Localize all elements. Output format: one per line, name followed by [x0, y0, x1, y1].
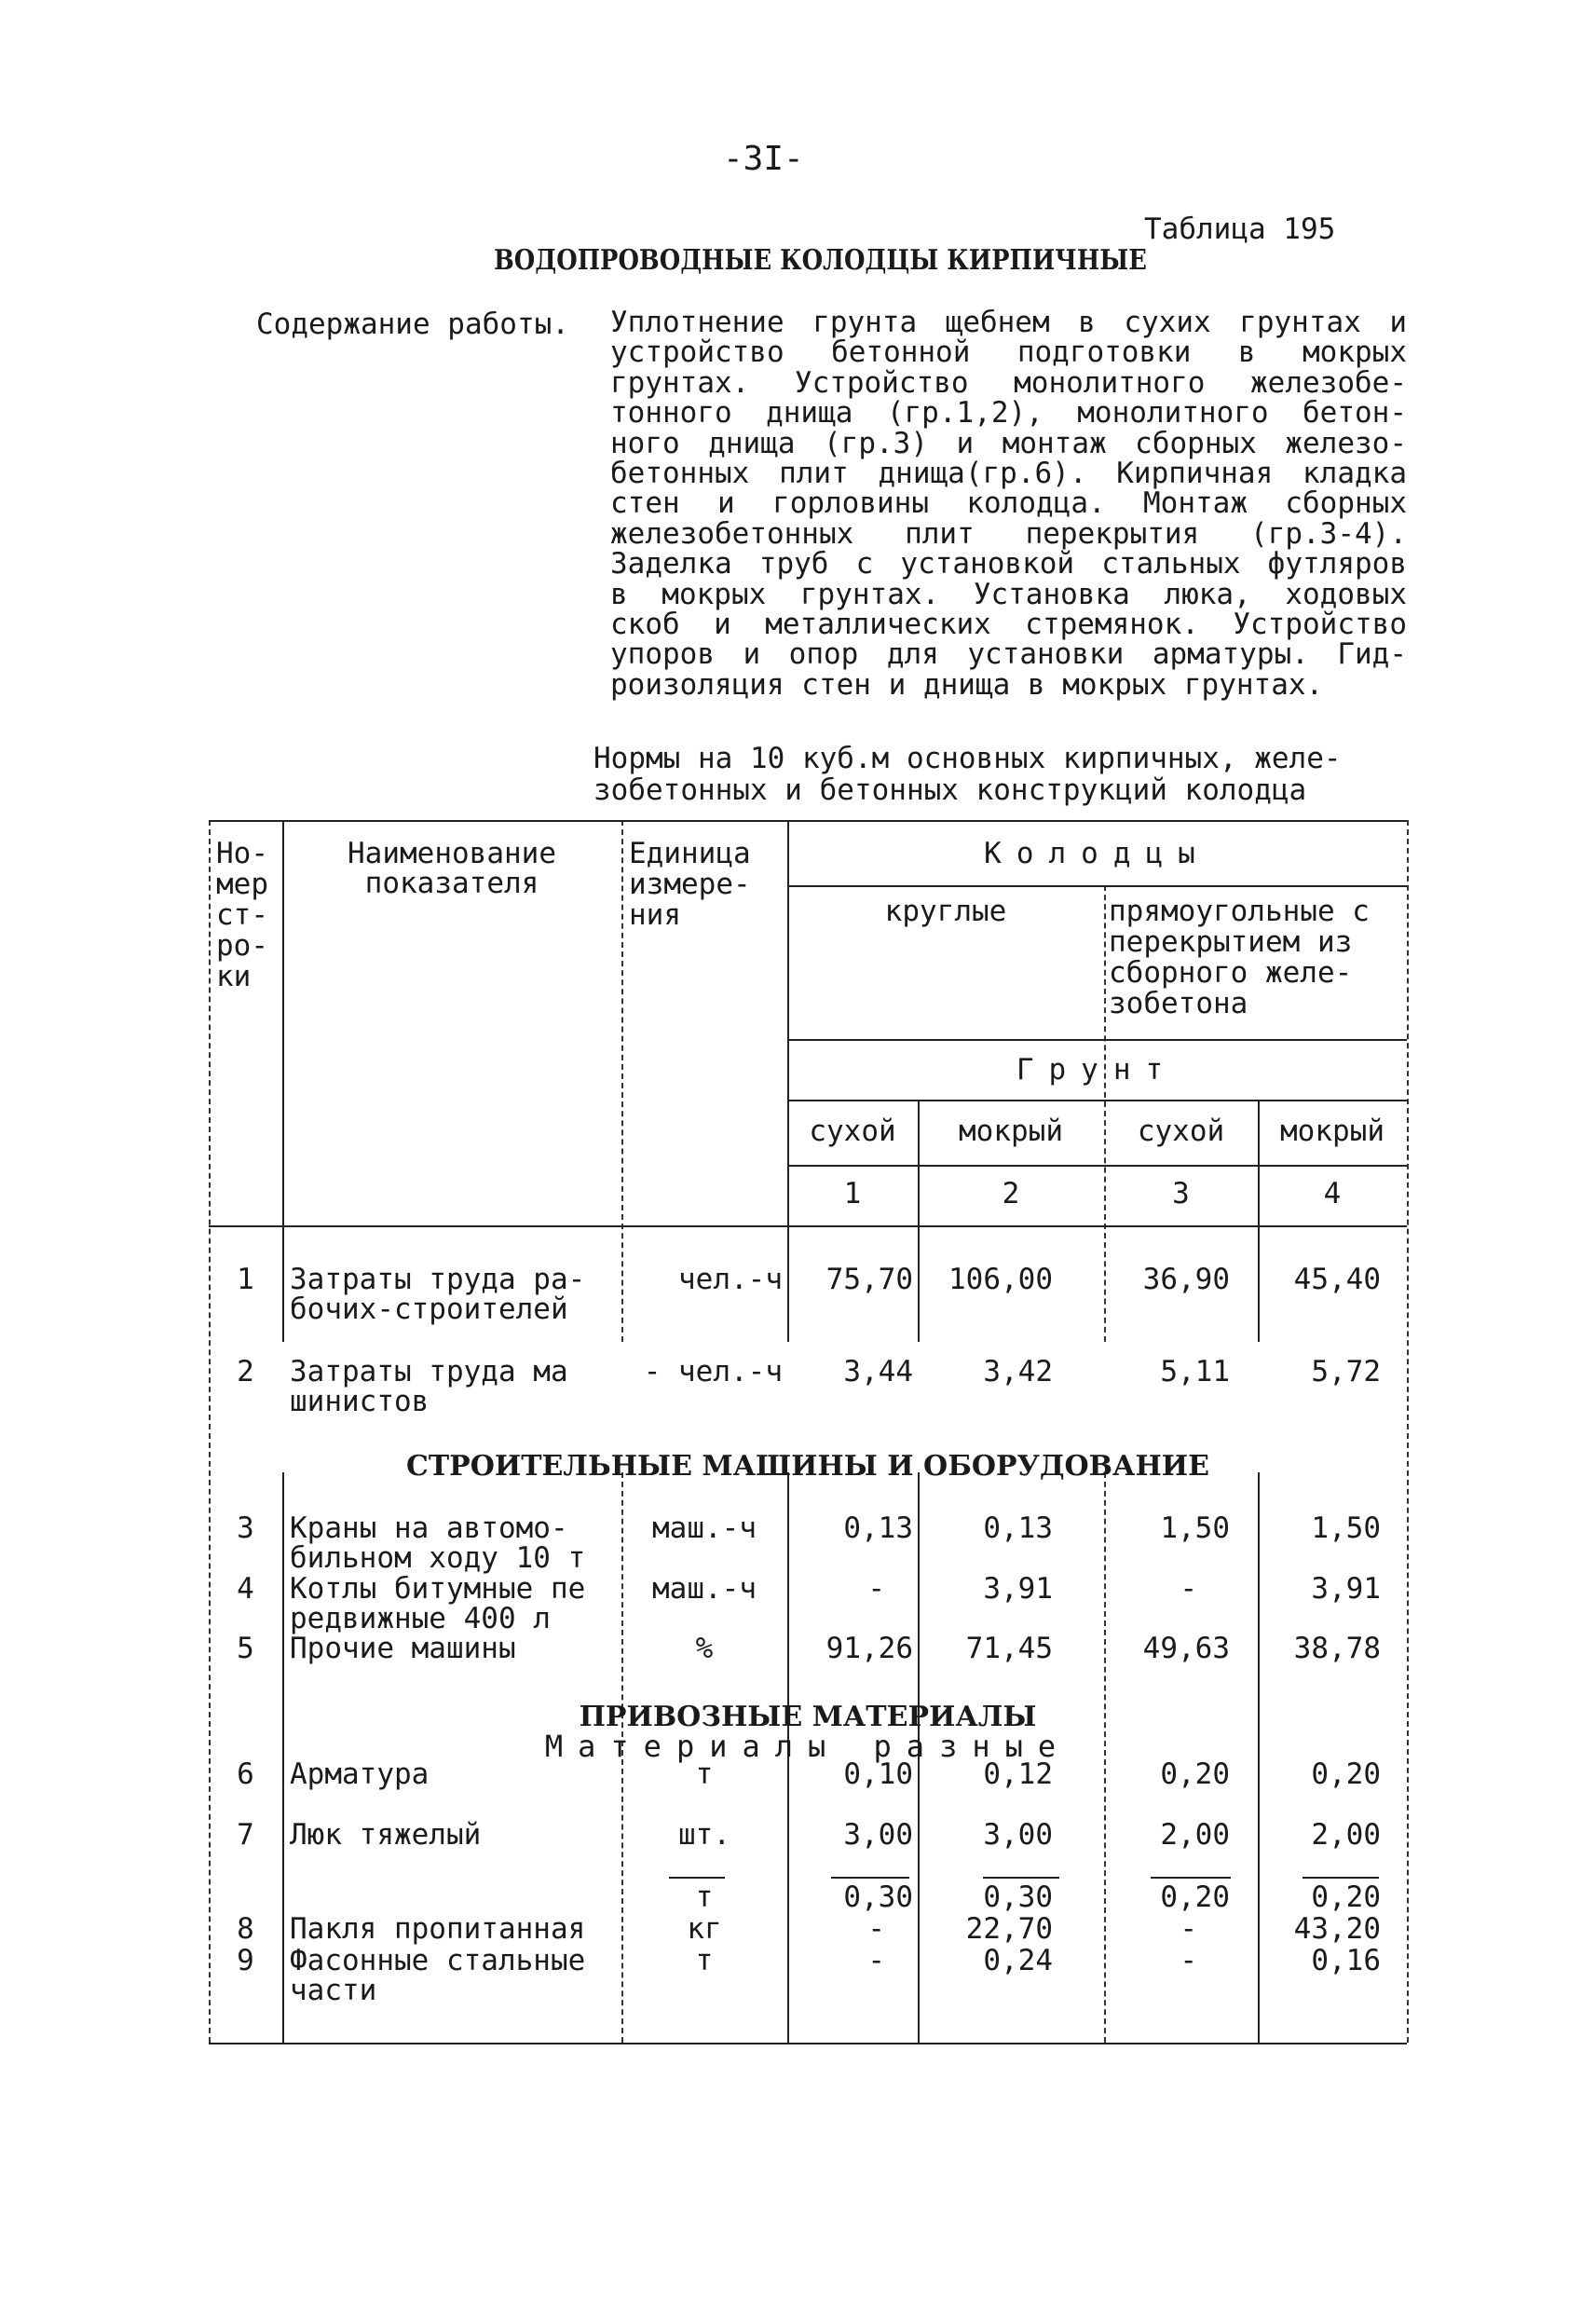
- header-dry-rect: сухой: [1137, 1114, 1225, 1148]
- section-machines: СТРОИТЕЛЬНЫЕ МАШИНЫ И ОБОРУДОВАНИЕ: [405, 1450, 1210, 1483]
- row-value: -: [867, 1944, 885, 1977]
- work-line: Заделка труб с установкой стальных футляров: [610, 547, 1407, 581]
- table-rule-bottom: [209, 2043, 1407, 2044]
- row-name: Котлы битумные пе редвижные 400 л: [290, 1572, 586, 1635]
- work-content-label: Содержание работы.: [256, 308, 569, 341]
- work-line: упоров и опор для установки арматуры. Гид-: [610, 637, 1407, 672]
- row-value: 3,42: [983, 1355, 1053, 1388]
- row-number: 3: [237, 1511, 254, 1545]
- table-rule: [787, 1100, 1407, 1101]
- table-label: Таблица 195: [1144, 212, 1336, 246]
- row-value: 49,63: [1142, 1632, 1230, 1665]
- row-value: 38,78: [1293, 1632, 1381, 1665]
- row-number: 1: [237, 1263, 254, 1296]
- row-unit: кг: [687, 1912, 722, 1946]
- row-value: 0,13: [843, 1511, 913, 1545]
- row-name: Пакля пропитанная: [290, 1912, 586, 1946]
- table-rule-top: [209, 820, 1407, 822]
- row-number: 8: [237, 1912, 254, 1946]
- page-number: -3I-: [723, 140, 804, 178]
- row-value: 3,00: [843, 1818, 913, 1852]
- row-value: 5,72: [1311, 1355, 1381, 1388]
- row-value: 0,30: [843, 1880, 913, 1914]
- row-unit: маш.-ч: [652, 1572, 757, 1606]
- value-underline: [1151, 1877, 1231, 1879]
- row-value: 45,40: [1293, 1263, 1381, 1296]
- norms-line: Нормы на 10 куб.м основных кирпичных, желе-: [593, 742, 1342, 775]
- row-value: 36,90: [1142, 1263, 1230, 1296]
- table-rule: [787, 1039, 1407, 1041]
- table-rule: [787, 885, 1407, 887]
- row-name: Фасонные стальные части: [290, 1944, 586, 2007]
- row-number: 7: [237, 1818, 254, 1852]
- value-underline: [831, 1877, 909, 1879]
- row-value: -: [867, 1912, 885, 1946]
- row-name: Затраты труда ма шинистов: [290, 1355, 568, 1418]
- column-rule: [621, 820, 623, 1342]
- row-name: Затраты труда ра- бочих-строителей: [290, 1263, 586, 1326]
- value-underline: [669, 1877, 725, 1879]
- row-value: 3,44: [843, 1355, 913, 1388]
- work-content-text: [610, 308, 1407, 700]
- row-value: 3,91: [1311, 1572, 1381, 1606]
- section-materials-sub: Материалы разные: [544, 1729, 1071, 1764]
- row-value: 0,13: [983, 1511, 1053, 1545]
- row-value: 0,20: [1160, 1757, 1230, 1791]
- row-value: -: [1180, 1912, 1197, 1946]
- row-value: 2,00: [1160, 1818, 1230, 1852]
- row-number: 6: [237, 1757, 254, 1791]
- header-unit: Единица измере- ния: [629, 837, 751, 932]
- header-round: круглые: [884, 895, 1007, 928]
- row-unit: т: [695, 1880, 714, 1914]
- work-line: тонного днища (гр.1,2), монолитного бетон-: [610, 396, 1407, 431]
- row-value: 0,12: [983, 1757, 1053, 1791]
- row-value: 0,20: [1311, 1757, 1381, 1791]
- row-value: 91,26: [825, 1632, 913, 1665]
- row-value: 1,50: [1311, 1511, 1381, 1545]
- row-value: 1,50: [1160, 1511, 1230, 1545]
- norms-line: зобетонных и бетонных конструкций колодца: [593, 773, 1307, 807]
- value-underline: [1303, 1877, 1379, 1879]
- row-unit: т: [695, 1944, 714, 1977]
- row-value: 71,45: [965, 1632, 1053, 1665]
- document-title: ВОДОПРОВОДНЫЕ КОЛОДЦЫ КИРПИЧНЫЕ: [494, 244, 1147, 277]
- work-line: Уплотнение грунта щебнем в сухих грунтах и: [610, 306, 1407, 339]
- row-number: 2: [237, 1355, 254, 1388]
- header-wet-round: мокрый: [959, 1114, 1063, 1148]
- column-number: 4: [1323, 1177, 1342, 1210]
- work-line: стен и горловины колодца. Монтаж сборных: [610, 486, 1407, 521]
- row-name: Прочие машины: [290, 1632, 516, 1665]
- row-name: Арматура: [290, 1757, 430, 1791]
- header-dry-round: сухой: [809, 1114, 896, 1148]
- work-line: ного днища (гр.3) и монтаж сборных железо-: [610, 426, 1407, 460]
- row-value: 43,20: [1293, 1912, 1381, 1946]
- row-name: Люк тяжелый: [290, 1818, 482, 1852]
- header-row-number: Но- мер ст- ро- ки: [216, 837, 268, 993]
- row-value: 0,24: [983, 1944, 1053, 1977]
- work-line: бетонных плит днища(гр.6). Кирпичная кладка: [610, 457, 1407, 491]
- column-rule: [282, 820, 284, 1342]
- value-underline: [983, 1877, 1059, 1879]
- table-border-right: [1407, 820, 1409, 2043]
- column-number: 2: [1002, 1177, 1020, 1210]
- header-rectangular: прямоугольные с перекрытием из сборного желе- зобетона: [1109, 895, 1370, 1020]
- work-line: железобетонных плит перекрытия (гр.3-4).: [610, 516, 1407, 551]
- row-value: 106,00: [948, 1263, 1053, 1296]
- section-materials: ПРИВОЗНЫЕ МАТЕРИАЛЫ: [579, 1701, 1037, 1733]
- row-value: 3,00: [983, 1818, 1053, 1852]
- row-number: 4: [237, 1572, 254, 1606]
- row-value: 5,11: [1160, 1355, 1230, 1388]
- row-unit: - чел.-ч: [643, 1355, 783, 1388]
- header-soil: Грунт: [1016, 1053, 1179, 1087]
- work-line: роизоляция стен и днища в мокрых грунтах.: [610, 667, 1324, 702]
- norms-caption: [593, 743, 1342, 806]
- row-value: 75,70: [825, 1263, 913, 1296]
- row-unit: %: [695, 1632, 714, 1665]
- row-value: 0,30: [983, 1880, 1053, 1914]
- work-line: скоб и металлических стремянок. Устройство: [610, 608, 1407, 642]
- table-border-left: [209, 820, 211, 2043]
- row-value: 22,70: [965, 1912, 1053, 1946]
- table-rule-header-bottom: [209, 1225, 1407, 1227]
- row-value: 0,20: [1311, 1880, 1381, 1914]
- row-value: 2,00: [1311, 1818, 1381, 1852]
- work-line: грунтах. Устройство монолитного железобе-: [610, 365, 1407, 400]
- header-indicator-name: Наименование показателя: [348, 837, 556, 900]
- column-number: 1: [843, 1177, 862, 1210]
- row-value: 0,20: [1160, 1880, 1230, 1914]
- row-value: -: [1180, 1944, 1197, 1977]
- work-line: устройство бетонной подготовки в мокрых: [610, 335, 1407, 370]
- header-wet-rect: мокрый: [1280, 1114, 1385, 1148]
- row-value: 0,10: [843, 1757, 913, 1791]
- row-name: Краны на автомо- бильном ходу 10 т: [290, 1511, 586, 1575]
- row-value: 3,91: [983, 1572, 1053, 1606]
- row-unit: чел.-ч: [678, 1263, 783, 1296]
- column-number: 3: [1172, 1177, 1190, 1210]
- row-value: 0,16: [1311, 1944, 1381, 1977]
- row-value: -: [867, 1572, 885, 1606]
- row-value: -: [1180, 1572, 1197, 1606]
- row-unit: маш.-ч: [652, 1511, 757, 1545]
- row-number: 5: [237, 1632, 254, 1665]
- work-line: в мокрых грунтах. Установка люка, ходовых: [610, 577, 1407, 611]
- row-unit: шт.: [678, 1818, 730, 1852]
- header-wells: Колодцы: [984, 837, 1210, 870]
- row-number: 9: [237, 1944, 254, 1977]
- row-unit: т: [695, 1757, 714, 1791]
- table-rule: [787, 1165, 1407, 1167]
